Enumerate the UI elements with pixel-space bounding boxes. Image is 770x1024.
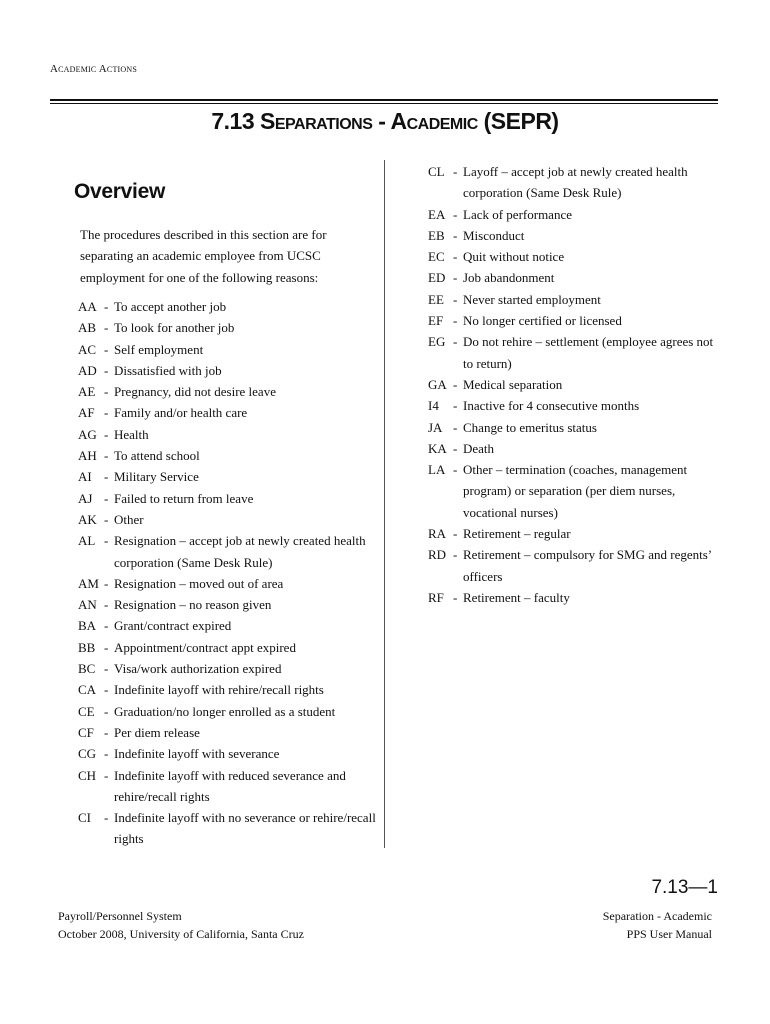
reason-description: Self employment bbox=[114, 341, 204, 357]
reason-code: AC bbox=[78, 341, 97, 357]
reason-code: CA bbox=[78, 682, 97, 698]
reason-description: Never started employment bbox=[463, 291, 601, 307]
reason-code-item bbox=[428, 225, 718, 246]
reason-code: RA bbox=[428, 526, 447, 542]
left-reason-code-list bbox=[78, 296, 378, 850]
reason-description: Appointment/contract appt expired bbox=[114, 639, 296, 655]
reason-description: Resignation – no reason given bbox=[114, 597, 272, 613]
reason-description: Retirement – regular bbox=[463, 526, 571, 542]
reason-code: AI bbox=[78, 469, 92, 485]
reason-description: Lack of performance bbox=[463, 206, 572, 222]
reason-code-dash: - bbox=[104, 448, 109, 464]
reason-code: BB bbox=[78, 639, 96, 655]
reason-code-dash: - bbox=[104, 320, 109, 336]
reason-description: Change to emeritus status bbox=[463, 419, 597, 435]
reason-code-dash: - bbox=[104, 618, 109, 634]
reason-code-item bbox=[428, 544, 718, 587]
reason-code: LA bbox=[428, 462, 446, 478]
reason-code-dash: - bbox=[453, 270, 458, 286]
reason-code: EC bbox=[428, 249, 445, 265]
reason-code-item bbox=[78, 360, 378, 381]
reason-code: I4 bbox=[428, 398, 439, 414]
reason-description: Inactive for 4 consecutive months bbox=[463, 398, 640, 414]
page-title: 7.13 Separations - Academic (SEPR) bbox=[211, 108, 559, 134]
reason-code-dash: - bbox=[453, 291, 458, 307]
reason-code-item bbox=[78, 615, 378, 636]
reason-code: AA bbox=[78, 299, 97, 314]
reason-code-item bbox=[78, 807, 378, 850]
reason-code-dash: - bbox=[453, 547, 458, 563]
reason-code-item bbox=[428, 374, 718, 395]
reason-code-item bbox=[78, 701, 378, 722]
reason-code-dash: - bbox=[104, 682, 109, 698]
reason-description: Do not rehire – settlement (employee agrees not to return) bbox=[463, 334, 714, 371]
reason-code-dash: - bbox=[453, 313, 458, 329]
reason-code-item bbox=[428, 310, 718, 331]
reason-code-dash: - bbox=[453, 419, 458, 435]
footer-section-name: Separation - Academic bbox=[602, 909, 712, 923]
reason-code: CF bbox=[78, 724, 94, 740]
reason-description: Indefinite layoff with reduced severance and rehire/recall rights bbox=[114, 767, 346, 804]
reason-code-item bbox=[78, 381, 378, 402]
reason-code: AM bbox=[78, 575, 99, 591]
reason-description: Layoff – accept job at newly created health corporation (Same Desk Rule) bbox=[463, 164, 688, 201]
reason-code-dash: - bbox=[104, 724, 109, 740]
header-rule-thin bbox=[50, 103, 718, 104]
reason-description: Visa/work authorization expired bbox=[114, 661, 282, 677]
reason-code: AE bbox=[78, 384, 96, 400]
reason-code-item bbox=[428, 587, 718, 608]
reason-code: CL bbox=[428, 164, 445, 179]
reason-code-dash: - bbox=[453, 440, 458, 456]
reason-code-dash: - bbox=[453, 249, 458, 265]
reason-code: EE bbox=[428, 291, 444, 307]
reason-description: Grant/contract expired bbox=[114, 618, 232, 634]
reason-code-item bbox=[78, 509, 378, 530]
reason-code: CE bbox=[78, 703, 95, 719]
reason-code-item bbox=[428, 246, 718, 267]
reason-description: Dissatisfied with job bbox=[114, 362, 222, 378]
reason-code-dash: - bbox=[453, 206, 458, 222]
reason-code: AB bbox=[78, 320, 97, 336]
reason-code: RF bbox=[428, 589, 444, 605]
reason-code-dash: - bbox=[104, 299, 109, 314]
reason-code-item bbox=[428, 204, 718, 225]
reason-code: AF bbox=[78, 405, 95, 421]
reason-description: Retirement – compulsory for SMG and regents’ officers bbox=[463, 547, 712, 584]
reason-code-dash: - bbox=[453, 227, 458, 243]
reason-code-dash: - bbox=[104, 639, 109, 655]
reason-code-dash: - bbox=[104, 746, 109, 762]
reason-code-item bbox=[78, 424, 378, 445]
reason-code: CG bbox=[78, 746, 97, 762]
reason-code-item bbox=[78, 743, 378, 764]
reason-code-dash: - bbox=[104, 511, 109, 527]
reason-description: Death bbox=[463, 440, 495, 456]
reason-description: Health bbox=[114, 426, 149, 442]
reason-code-item bbox=[428, 523, 718, 544]
reason-code-dash: - bbox=[104, 575, 109, 591]
reason-code: KA bbox=[428, 440, 447, 456]
reason-code-item bbox=[78, 765, 378, 808]
reason-code-item bbox=[428, 331, 718, 374]
reason-code-dash: - bbox=[104, 362, 109, 378]
reason-code-item bbox=[78, 296, 378, 317]
reason-code-item bbox=[78, 722, 378, 743]
reason-code: EG bbox=[428, 334, 446, 350]
reason-code-item bbox=[78, 658, 378, 679]
reason-code-dash: - bbox=[104, 703, 109, 719]
reason-code-item bbox=[428, 267, 718, 288]
reason-code: CH bbox=[78, 767, 97, 783]
reason-code: AH bbox=[78, 448, 97, 464]
reason-code: CI bbox=[78, 810, 91, 826]
reason-code: RD bbox=[428, 547, 447, 563]
reason-description: Failed to return from leave bbox=[114, 490, 254, 506]
reason-code: GA bbox=[428, 376, 447, 392]
reason-description: Other bbox=[114, 511, 144, 527]
reason-description: Indefinite layoff with rehire/recall rights bbox=[114, 682, 324, 698]
reason-description: Military Service bbox=[114, 469, 199, 485]
reason-code-dash: - bbox=[104, 469, 109, 485]
reason-description: Resignation – accept job at newly created health corporation (Same Desk Rule) bbox=[114, 533, 366, 570]
reason-description: Resignation – moved out of area bbox=[114, 575, 284, 591]
reason-description: Medical separation bbox=[463, 376, 563, 392]
reason-code: AD bbox=[78, 362, 97, 378]
reason-code: AJ bbox=[78, 490, 93, 506]
reason-code-dash: - bbox=[453, 589, 458, 605]
section-header-label bbox=[50, 63, 137, 75]
reason-code-dash: - bbox=[104, 597, 109, 613]
reason-code-dash: - bbox=[104, 810, 109, 826]
page-number: 7.13—1 bbox=[651, 877, 718, 898]
reason-code-item bbox=[78, 679, 378, 700]
reason-description: Per diem release bbox=[114, 724, 200, 740]
section-header-text: Academic Actions bbox=[50, 63, 138, 75]
reason-code-item bbox=[78, 402, 378, 423]
reason-code-item bbox=[428, 459, 718, 523]
reason-code-dash: - bbox=[104, 767, 109, 783]
reason-code: BA bbox=[78, 618, 97, 634]
reason-code: AL bbox=[78, 533, 96, 549]
column-divider bbox=[384, 160, 385, 848]
reason-code-dash: - bbox=[104, 426, 109, 442]
reason-code-item bbox=[78, 339, 378, 360]
reason-code-dash: - bbox=[453, 526, 458, 542]
overview-heading: Overview bbox=[74, 180, 165, 203]
reason-code: AK bbox=[78, 511, 97, 527]
reason-code-item bbox=[78, 530, 378, 573]
reason-description: Indefinite layoff with severance bbox=[114, 746, 280, 762]
reason-description: Misconduct bbox=[463, 227, 525, 243]
footer-right bbox=[603, 907, 712, 943]
reason-code-dash: - bbox=[104, 341, 109, 357]
reason-code-dash: - bbox=[104, 533, 109, 549]
right-reason-code-list bbox=[428, 161, 718, 608]
reason-code-dash: - bbox=[104, 490, 109, 506]
reason-description: To attend school bbox=[114, 448, 200, 464]
reason-code-item bbox=[428, 438, 718, 459]
reason-code-dash: - bbox=[453, 376, 458, 392]
reason-code-item bbox=[428, 395, 718, 416]
reason-code: EB bbox=[428, 227, 445, 243]
reason-description: Family and/or health care bbox=[114, 405, 248, 421]
reason-code: JA bbox=[428, 419, 443, 435]
reason-code-item bbox=[78, 445, 378, 466]
reason-code: EA bbox=[428, 206, 446, 222]
footer-left bbox=[58, 907, 304, 943]
reason-code-item bbox=[78, 594, 378, 615]
reason-code-item bbox=[78, 317, 378, 338]
overview-intro: The procedures described in this section are for separating an academic employee from UCSC employment for one of the following reasons: bbox=[80, 227, 327, 285]
reason-code-dash: - bbox=[453, 164, 458, 179]
footer-manual-name: PPS User Manual bbox=[626, 927, 712, 941]
reason-code-item bbox=[78, 637, 378, 658]
reason-code-item bbox=[428, 161, 718, 204]
reason-code-dash: - bbox=[453, 462, 458, 478]
reason-code: ED bbox=[428, 270, 446, 286]
reason-description: Indefinite layoff with no severance or rehire/recall rights bbox=[114, 810, 376, 847]
reason-code-dash: - bbox=[453, 334, 458, 350]
reason-code-dash: - bbox=[104, 661, 109, 677]
header-rule-thick bbox=[50, 99, 718, 101]
reason-description: To look for another job bbox=[114, 320, 235, 336]
reason-description: Job abandonment bbox=[463, 270, 555, 286]
footer-system-name: Payroll/Personnel System bbox=[58, 909, 182, 923]
reason-code: AN bbox=[78, 597, 97, 613]
reason-description: Quit without notice bbox=[463, 249, 565, 265]
reason-description: Pregnancy, did not desire leave bbox=[114, 384, 276, 400]
reason-code: BC bbox=[78, 661, 96, 677]
reason-code-item bbox=[78, 573, 378, 594]
reason-code-item bbox=[78, 466, 378, 487]
footer-date-org: October 2008, University of California, Santa Cruz bbox=[58, 927, 304, 941]
reason-code-dash: - bbox=[453, 398, 458, 414]
reason-code-dash: - bbox=[104, 405, 109, 421]
reason-description: To accept another job bbox=[114, 299, 227, 314]
reason-description: Graduation/no longer enrolled as a student bbox=[114, 703, 336, 719]
reason-code-item bbox=[78, 488, 378, 509]
reason-description: Retirement – faculty bbox=[463, 589, 570, 605]
reason-description: No longer certified or licensed bbox=[463, 313, 622, 329]
reason-code: EF bbox=[428, 313, 444, 329]
reason-code-dash: - bbox=[104, 384, 109, 400]
reason-description: Other – termination (coaches, management program) or separation (per diem nurses, vocational nurses) bbox=[463, 462, 688, 520]
reason-code: AG bbox=[78, 426, 97, 442]
reason-code-item bbox=[428, 417, 718, 438]
reason-code-item bbox=[428, 289, 718, 310]
